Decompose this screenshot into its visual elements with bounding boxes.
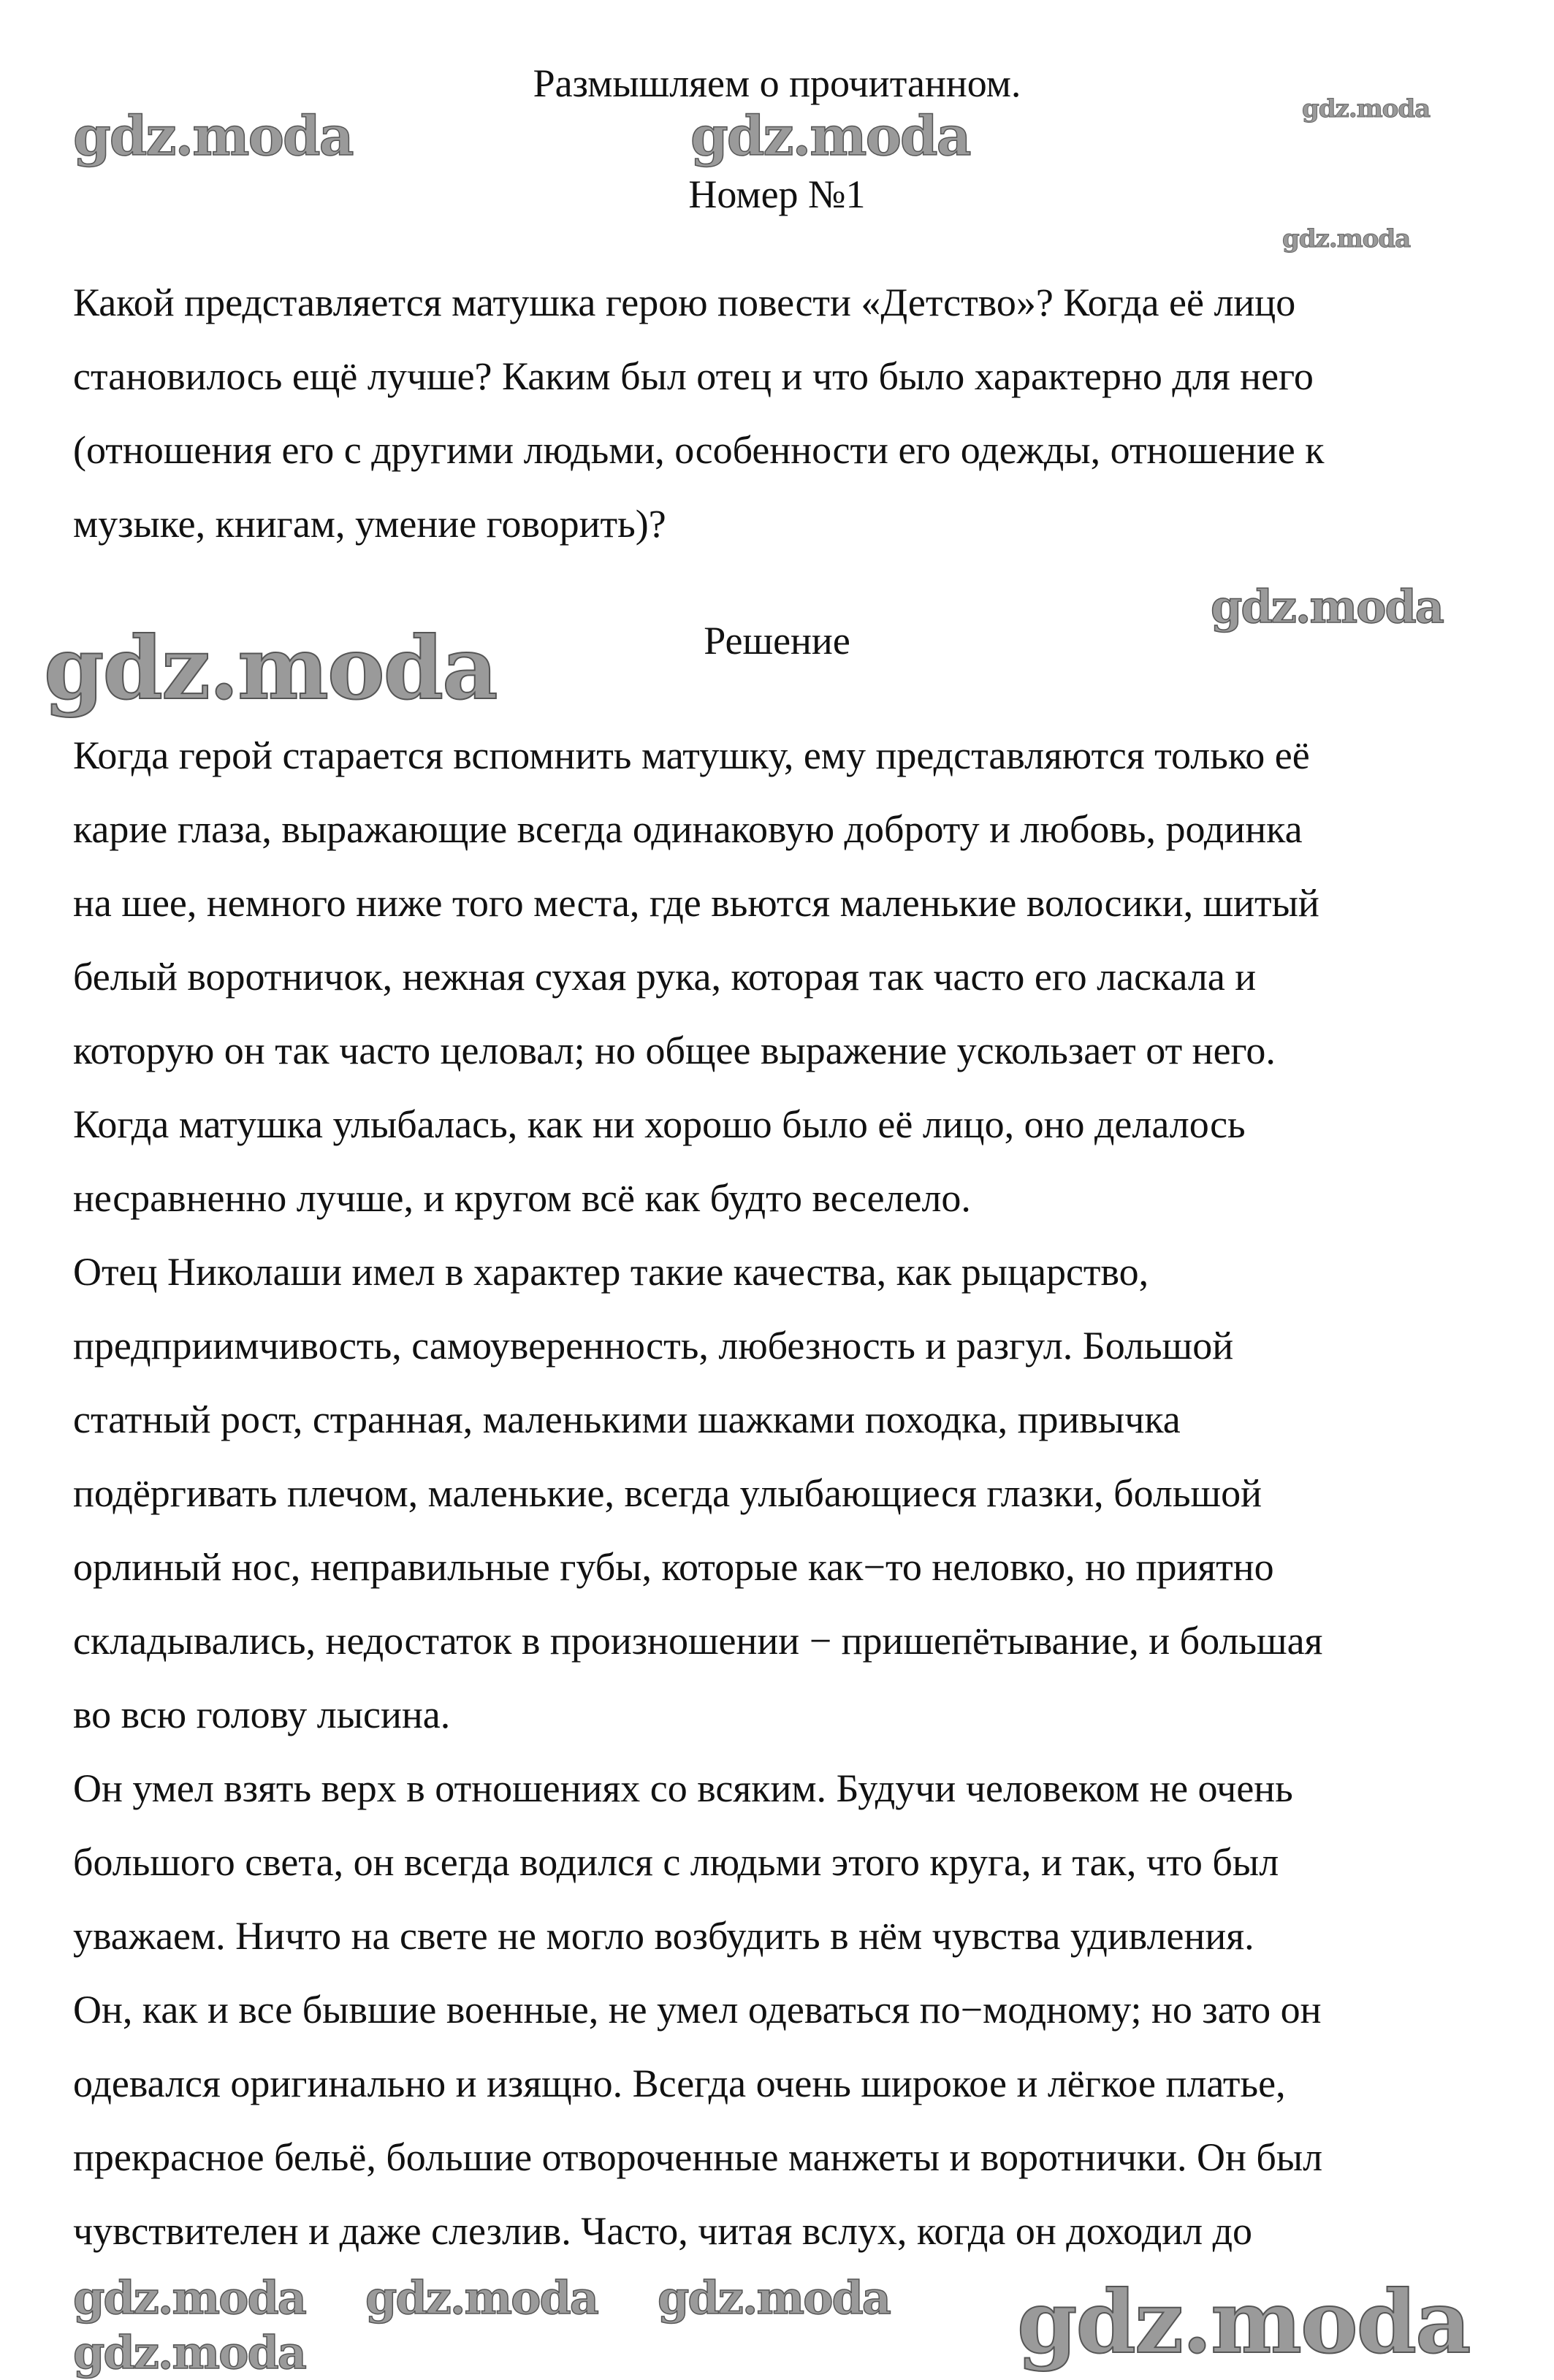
solution-line: большого света, он всегда водился с людьми этого круга, и так, что был [73, 1840, 1279, 1884]
watermark: gdz.moda [1302, 94, 1431, 123]
solution-line: Когда герой старается вспомнить матушку, ему представляются только её [73, 733, 1310, 777]
solution-line: уважаем. Ничто на свете не могло возбудить в нём чувства удивления. [73, 1914, 1254, 1958]
solution-line: Когда матушка улыбалась, как ни хорошо было её лицо, оно делалось [73, 1102, 1246, 1146]
watermark: gdz.moda [1282, 224, 1411, 253]
solution-line: прекрасное бельё, большие отвороченные манжеты и воротнички. Он был [73, 2135, 1323, 2179]
solution-line: несравненно лучше, и кругом всё как будто веселело. [73, 1176, 971, 1220]
watermark: gdz.moda [1211, 580, 1443, 633]
watermark: gdz.moda [44, 617, 497, 719]
solution-line: чувствителен и даже слезлив. Часто, читая вслух, когда он доходил до [73, 2209, 1253, 2253]
question-line: Какой представляется матушка герою повести «Детство»? Когда её лицо [73, 281, 1296, 324]
solution-line: Он умел взять верх в отношениях со всяким. Будучи человеком не очень [73, 1766, 1293, 1810]
watermark: gdz.moda [73, 2326, 305, 2379]
solution-line: на шее, немного ниже того места, где вьются маленькие волосики, шитый [73, 881, 1319, 925]
solution-heading: Решение [704, 619, 850, 663]
solution-line: орлиный нос, неправильные губы, которые как−то неловко, но приятно [73, 1545, 1274, 1589]
watermark: gdz.moda [365, 2271, 598, 2324]
solution-line: Он, как и все бывшие военные, не умел одеваться по−модному; но зато он [73, 1988, 1322, 2032]
watermark: gdz.moda [690, 105, 970, 168]
solution-line: которую он так часто целовал; но общее выражение ускользает от него. [73, 1029, 1276, 1072]
question-text [73, 266, 1325, 561]
solution-line: статный рост, странная, маленькими шажками походка, привычка [73, 1397, 1181, 1441]
solution-line: Отец Николаши имел в характер такие качества, как рыцарство, [73, 1250, 1149, 1294]
section-title: Размышляем о прочитанном. [533, 61, 1021, 105]
solution-line: карие глаза, выражающие всегда одинаковую доброту и любовь, родинка [73, 807, 1303, 851]
question-line: (отношения его с другими людьми, особенности его одежды, отношение к [73, 428, 1325, 472]
solution-line: белый воротничок, нежная сухая рука, которая так часто его ласкала и [73, 955, 1257, 999]
solution-line: одевался оригинально и изящно. Всегда очень широкое и лёгкое платье, [73, 2061, 1286, 2105]
question-line: музыке, книгам, умение говорить)? [73, 502, 666, 546]
question-line: становилось ещё лучше? Каким был отец и что было характерно для него [73, 354, 1314, 398]
watermark: gdz.moda [73, 2271, 305, 2324]
task-number: Номер №1 [688, 172, 866, 216]
solution-line: во всю голову лысина. [73, 1693, 451, 1736]
watermark: gdz.moda [73, 105, 353, 168]
watermark: gdz.moda [1017, 2271, 1470, 2373]
solution-line: подёргивать плечом, маленькие, всегда улыбающиеся глазки, большой [73, 1471, 1262, 1515]
solution-line: складывались, недостаток в произношении − пришепётывание, и большая [73, 1619, 1323, 1663]
solution-line: предприимчивость, самоуверенность, любезность и разгул. Большой [73, 1324, 1234, 1368]
solution-text [73, 719, 1322, 2268]
watermark: gdz.moda [658, 2271, 890, 2324]
